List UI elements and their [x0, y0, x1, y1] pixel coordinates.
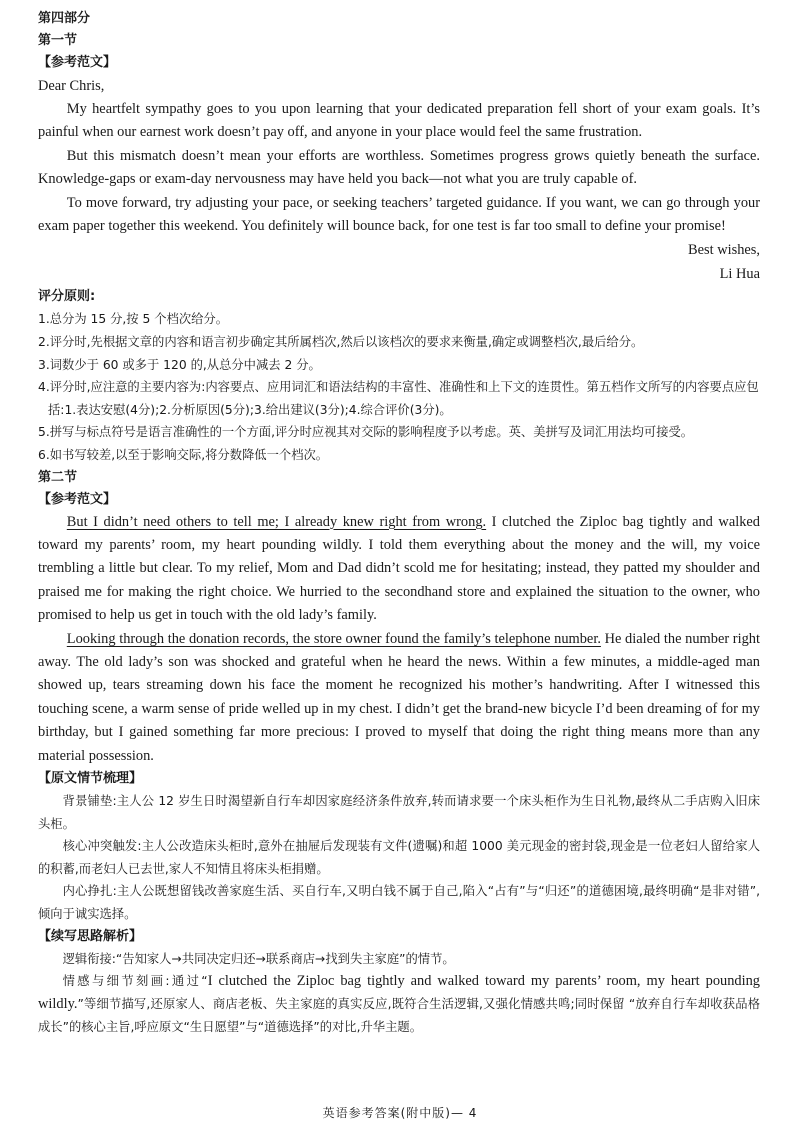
grading-list	[38, 308, 760, 466]
grading-item: 3.词数少于 60 或多于 120 的,从总分中减去 2 分。	[38, 357, 321, 372]
section2-ref-label: 【参考范文】	[38, 491, 117, 507]
section2-title: 第二节	[38, 469, 78, 485]
grading-item: 1.总分为 15 分,按 5 个档次给分。	[38, 312, 229, 327]
grading-title: 评分原则:	[38, 289, 96, 305]
analysis-emotion-prefix: 情感与细节刻画:通过“	[62, 974, 208, 989]
letter-signature: Li Hua	[719, 266, 760, 283]
grading-item: 5.拼写与标点符号是语言准确性的一个方面,评分时应视其对交际的影响程度予以考虑。英、美拼写及词汇用法均可接受。	[38, 425, 694, 440]
letter-paragraph: To move forward, try adjusting your pace, or seeking teachers’ targeted guidance. If you want, we can go through your exam paper together this weekend. You definitely will bounce back, for one test is far too small to define your promise!	[38, 194, 760, 235]
analysis-body	[38, 948, 760, 1040]
essay-opening-sentence-2: Looking through the donation records, the store owner found the family’s telephone number.	[66, 630, 601, 647]
essay-paragraph-1	[38, 511, 760, 628]
plot-review-title: 【原文情节梳理】	[38, 771, 143, 787]
essay-paragraph-2	[38, 628, 760, 768]
analysis-emotion-suffix: ”等细节描写,还原家人、商店老板、失主家庭的真实反应,既符合生活逻辑,又强化情感共鸣;同时保留 “放弃自行车却收获品格成长”的核心主旨,呼应原文“生日愿望”与“道德选择”的对比,升华主题。	[38, 997, 760, 1035]
analysis-emotion	[38, 970, 760, 1039]
part-title: 第四部分	[38, 11, 91, 26]
grading-item: 6.如书写较差,以至于影响交际,将分数降低一个档次。	[38, 448, 329, 462]
letter-paragraph: But this mismatch doesn’t mean your efforts are worthless. Sometimes progress grows quietly beneath the surface. Knowledge-gaps or exam-day nervousness may have held you back—not what you are truly capable of.	[38, 147, 760, 188]
essay-paragraph-1-text: I clutched the Ziploc bag tightly and walked toward my parents’ room, my heart pounding wildly. I told them everything about the money and the will, my voice trembling a little but clear. To my relief, Mom and Dad didn’t scold me for hesitating; instead, they patted my shoulder and praised me for making the right choice. We hurried to the secondhand store and explained the situation to the owner, who promised to help us get in touch with the old lady’s family.	[38, 513, 760, 624]
plot-review-paragraph: 核心冲突触发:主人公改造床头柜时,意外在抽屉后发现装有文件(遗嘱)和超 1000 美元现金的密封袋,现金是一位老妇人留给家人的积蓄,而老妇人已去世,家人不知情且将床头柜捐赠。	[38, 839, 760, 876]
page-footer: 英语参考答案(附中版)— 4	[322, 1106, 478, 1120]
plot-review-paragraph: 背景铺垫:主人公 12 岁生日时渴望新自行车却因家庭经济条件放弃,转而请求要一个床头柜作为生日礼物,最终从二手店购入旧床头柜。	[38, 794, 760, 831]
letter-paragraph: My heartfelt sympathy goes to you upon learning that your dedicated preparation fell short of your exam goals. It’s painful when our earnest work doesn’t pay off, and anyone in your place would feel the same frustration.	[38, 101, 760, 141]
letter-salutation: Dear Chris,	[38, 78, 105, 94]
continuation-essay	[38, 511, 760, 768]
grading-item: 4.评分时,应注意的主要内容为:内容要点、应用词汇和语法结构的丰富性、准确性和上下文的连贯性。第五档作文所写的内容要点应包括:1.表达安慰(4分);2.分析原因(5分);3.给出建议(3分);4.综合评价(3分)。	[38, 380, 759, 417]
section1-ref-label: 【参考范文】	[38, 55, 117, 70]
analysis-emotion-quote: I clutched the Ziploc bag tightly and walked toward my parents’ room, my heart pounding wildly.	[38, 973, 761, 1013]
analysis-logic: 逻辑衔接:“告知家人→共同决定归还→联系商店→找到失主家庭”的情节。	[62, 951, 455, 966]
analysis-title: 【续写思路解析】	[38, 928, 143, 944]
answer-page	[38, 8, 760, 1039]
essay-paragraph-2-text: He dialed the number right away. The old lady’s son was shocked and grateful when he heard the news. Within a few minutes, a middle-aged man showed up, tears streaming down his face the moment he recognized his mother’s handwriting. After I witnessed this touching scene, a warm sense of pride welled up in my chest. I didn’t get the brand-new bicycle I’d been dreaming of for my birthday, but I gained something far more precious: I proved to myself that doing the right thing means more than any material possession.	[38, 630, 760, 764]
essay-opening-sentence-1: But I didn’t need others to tell me; I already knew right from wrong.	[66, 513, 487, 530]
letter-body	[38, 98, 760, 238]
plot-review-paragraph: 内心挣扎:主人公既想留钱改善家庭生活、买自行车,又明白钱不属于自己,陷入“占有”与“归还”的道德困境,最终明确“是非对错”,倾向于诚实选择。	[38, 884, 760, 922]
grading-item: 2.评分时,先根据文章的内容和语言初步确定其所属档次,然后以该档次的要求来衡量,确定或调整档次,最后给分。	[38, 335, 644, 350]
plot-review-body	[38, 790, 760, 926]
letter-closing: Best wishes,	[688, 242, 760, 259]
section1-title: 第一节	[38, 33, 78, 48]
